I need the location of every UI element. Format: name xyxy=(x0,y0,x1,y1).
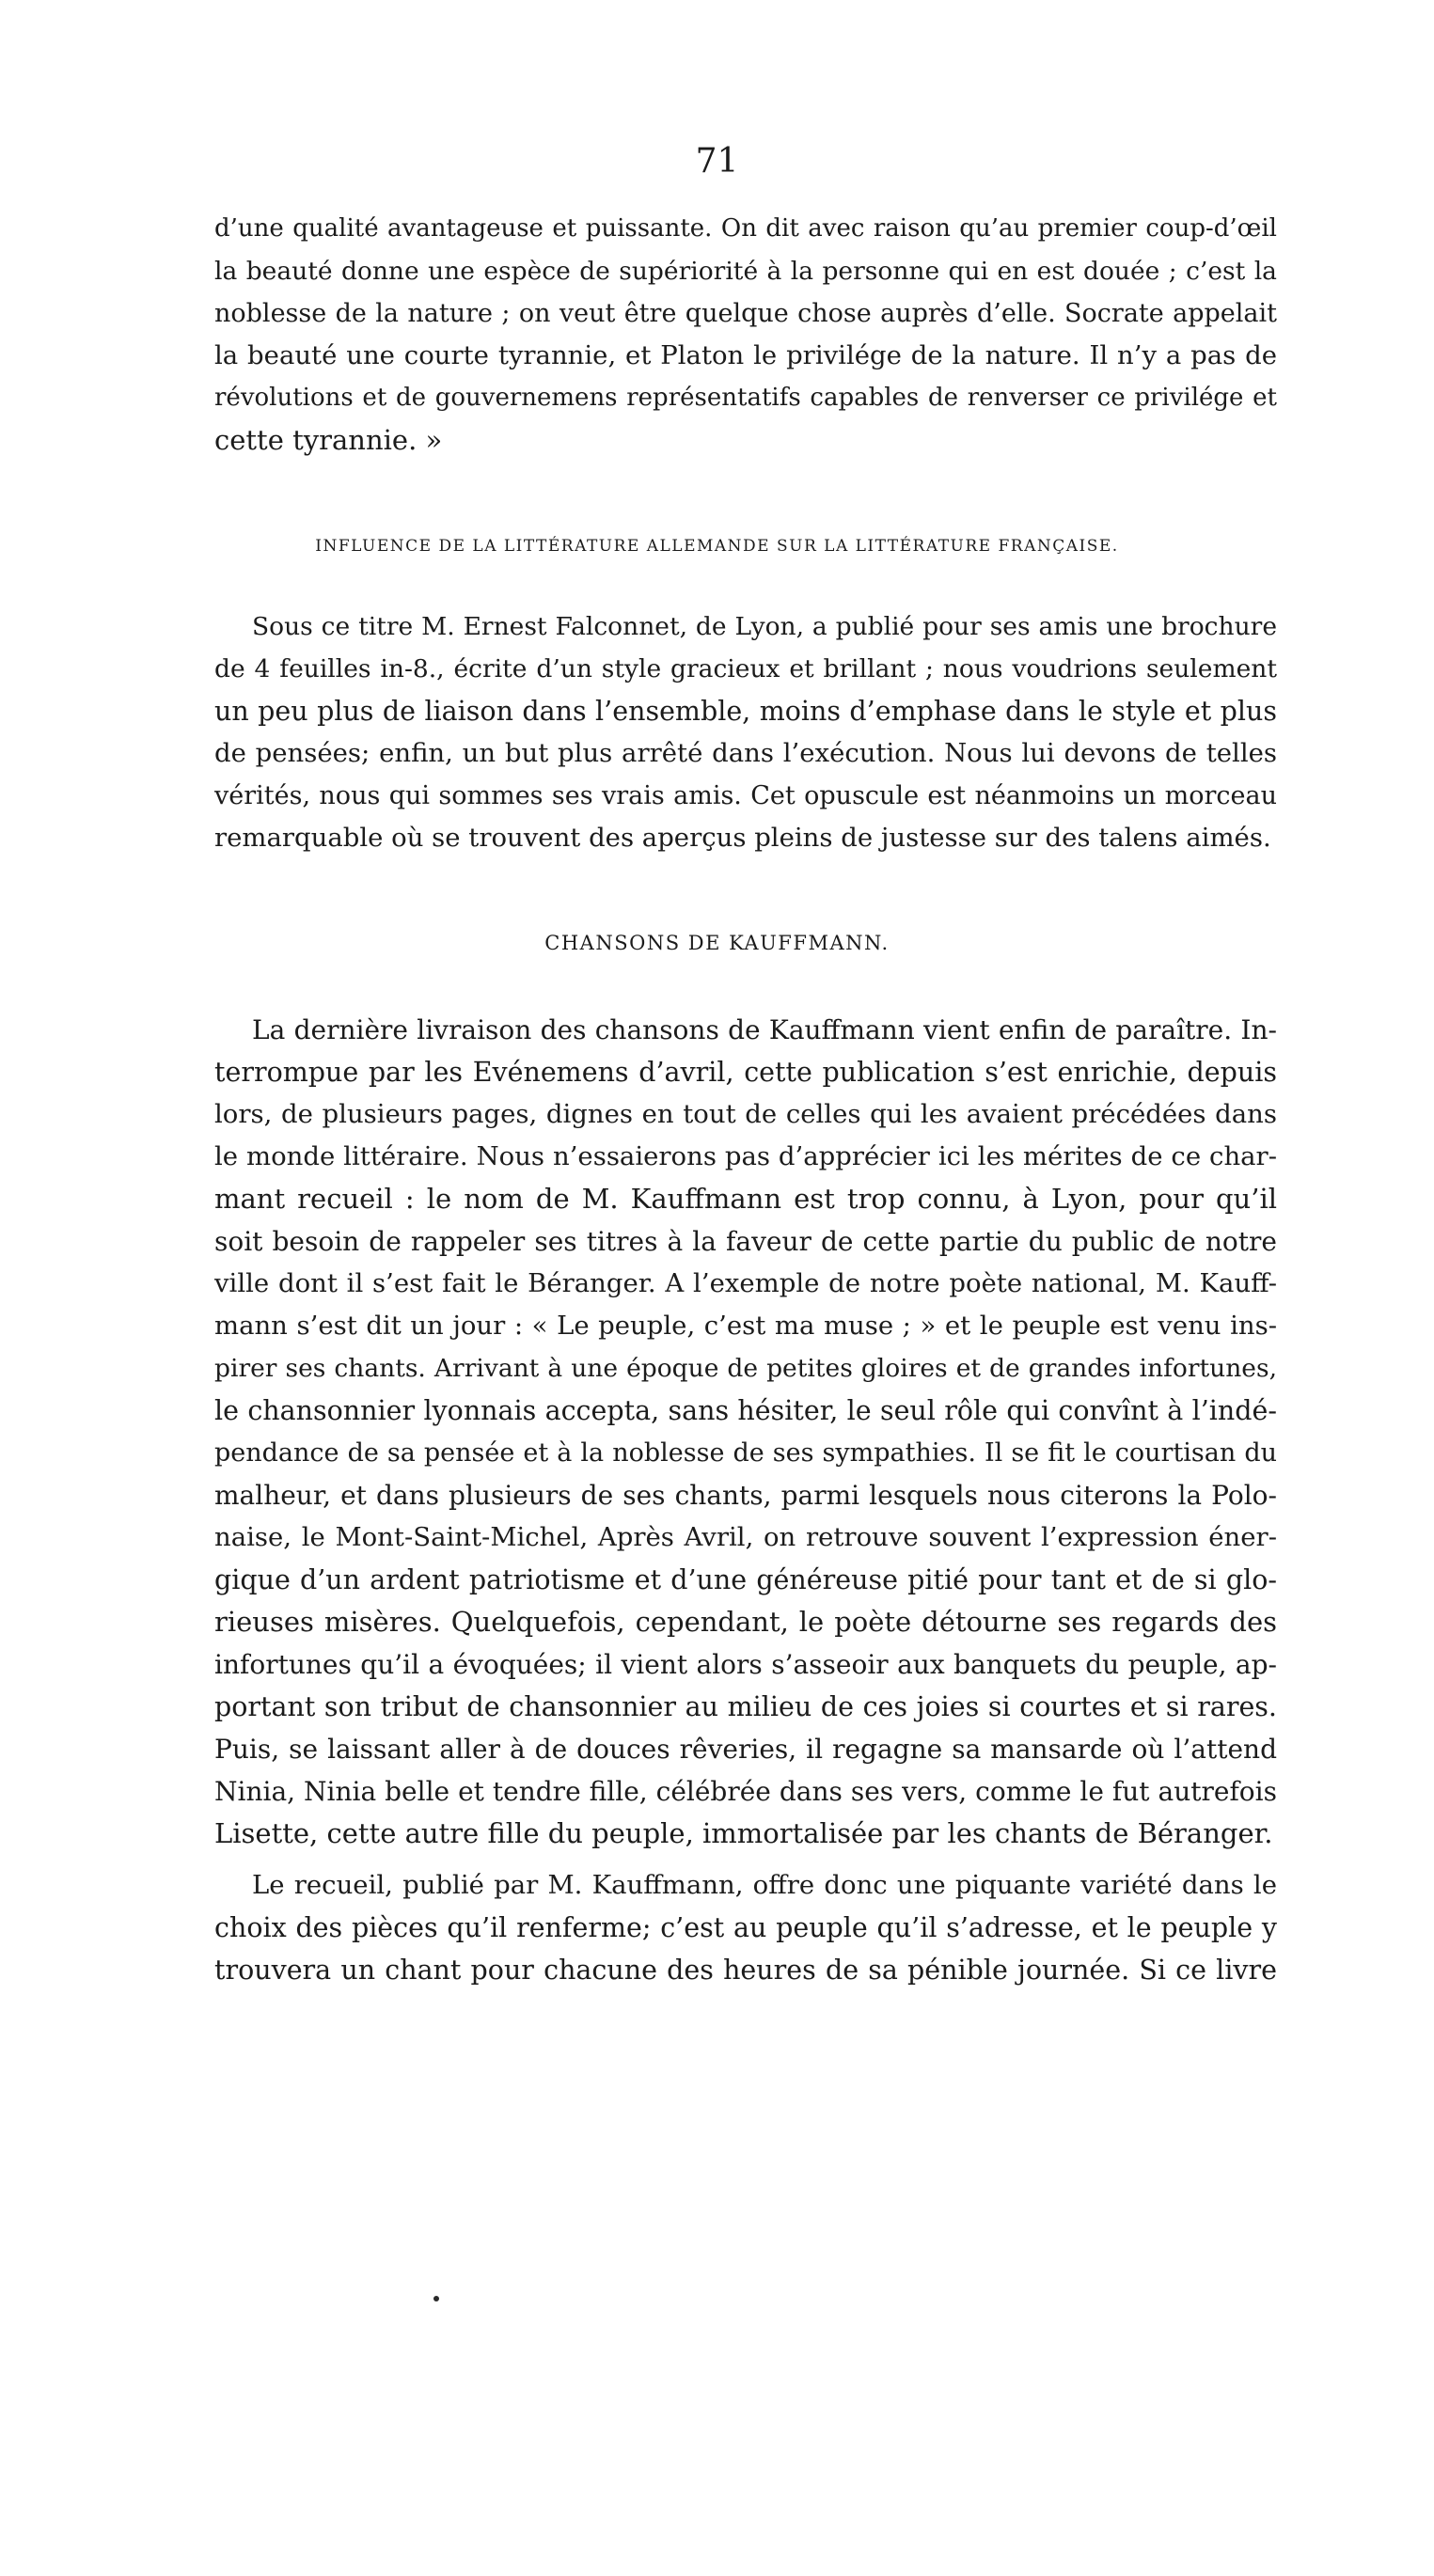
text-line: vérités, nous qui sommes ses vrais amis. Cet opuscule est néanmoins un morceau xyxy=(214,781,1277,810)
text-line: d’une qualité avantageuse et puissante. On dit avec raison qu’au premier coup-d’œil xyxy=(214,214,1277,243)
text-line: trouvera un chant pour chacune des heures de sa pénible journée. Si ce livre xyxy=(214,1955,1277,1986)
chansons-paragraph-1 xyxy=(214,1009,1277,1855)
text-line: portant son tribut de chansonnier au milieu de ces joies si courtes et si rares. xyxy=(214,1691,1277,1722)
text-line: de pensées; enfin, un but plus arrêté dans l’exécution. Nous lui devons de telles xyxy=(214,738,1277,768)
section-heading-chansons: CHANSONS DE KAUFFMANN. xyxy=(544,932,890,954)
text-line: cette tyrannie. » xyxy=(214,424,443,456)
text-line: la beauté une courte tyrannie, et Platon le privilége de la nature. Il n’y a pas de xyxy=(214,340,1277,370)
text-line: le monde littéraire. Nous n’essaierons pas d’apprécier ici les mérites de ce char- xyxy=(214,1141,1277,1171)
text-line: noblesse de la nature ; on veut être quelque chose auprès d’elle. Socrate appelait xyxy=(214,299,1277,328)
text-line: mann s’est dit un jour : « Le peuple, c’est ma muse ; » et le peuple est venu ins- xyxy=(214,1311,1277,1341)
ink-speck xyxy=(433,2296,439,2301)
text-line: malheur, et dans plusieurs de ses chants, parmi lesquels nous citerons la Polo- xyxy=(214,1480,1277,1511)
text-line: révolutions et de gouvernemens représentatifs capables de renverser ce privilége et xyxy=(214,384,1277,412)
text-line: Puis, se laissant aller à de douces rêveries, il regagne sa mansarde où l’attend xyxy=(214,1734,1277,1765)
text-line: Sous ce titre M. Ernest Falconnet, de Lyon, a publié pour ses amis une brochure xyxy=(252,612,1277,641)
text-line: la beauté donne une espèce de supériorité à la personne qui en est douée ; c’est la xyxy=(214,257,1277,286)
text-line: terrompue par les Evénemens d’avril, cette publication s’est enrichie, depuis xyxy=(214,1057,1277,1088)
text-line: un peu plus de liaison dans l’ensemble, moins d’emphase dans le style et plus xyxy=(214,696,1277,727)
text-line: choix des pièces qu’il renferme; c’est au peuple qu’il s’adresse, et le peuple y xyxy=(214,1912,1277,1943)
text-line: Lisette, cette autre fille du peuple, immortalisée par les chants de Béranger. xyxy=(214,1817,1273,1849)
text-line: Ninia, Ninia belle et tendre fille, célébrée dans ses vers, comme le fut autrefois xyxy=(214,1776,1277,1807)
text-line: remarquable où se trouvent des aperçus pleins de justesse sur des talens aimés. xyxy=(214,823,1271,853)
text-line: soit besoin de rappeler ses titres à la faveur de cette partie du public de notre xyxy=(214,1226,1277,1257)
text-line: rieuses misères. Quelquefois, cependant, le poète détourne ses regards des xyxy=(214,1606,1277,1638)
text-line: infortunes qu’il a évoquées; il vient alors s’asseoir aux banquets du peuple, ap- xyxy=(214,1649,1277,1680)
page-number: 71 xyxy=(695,142,739,181)
text-line: lors, de plusieurs pages, dignes en tout de celles qui les avaient précédées dans xyxy=(214,1099,1277,1129)
influence-paragraph xyxy=(214,605,1277,859)
text-line: mant recueil : le nom de M. Kauffmann est trop connu, à Lyon, pour qu’il xyxy=(214,1183,1277,1215)
text-line: naise, le Mont-Saint-Michel, Après Avril, on retrouve souvent l’expression éner- xyxy=(214,1522,1277,1552)
text-line: pirer ses chants. Arrivant à une époque de petites gloires et de grandes infortunes, xyxy=(214,1354,1277,1383)
text-line: de 4 feuilles in-8., écrite d’un style gracieux et brillant ; nous voudrions seulement xyxy=(214,654,1277,683)
chansons-paragraph-2 xyxy=(214,1864,1277,1991)
text-line: pendance de sa pensée et à la noblesse de ses sympathies. Il se fit le courtisan du xyxy=(214,1438,1277,1468)
text-line: gique d’un ardent patriotisme et d’une généreuse pitié pour tant et de si glo- xyxy=(214,1564,1277,1595)
section-heading-influence: INFLUENCE DE LA LITTÉRATURE ALLEMANDE SUR LA LITTÉRATURE FRANÇAISE. xyxy=(315,537,1119,556)
quotation-paragraph xyxy=(214,208,1277,462)
text-line: Le recueil, publié par M. Kauffmann, offre donc une piquante variété dans le xyxy=(252,1870,1277,1900)
text-line: le chansonnier lyonnais accepta, sans hésiter, le seul rôle qui convînt à l’indé- xyxy=(214,1395,1277,1426)
text-line: ville dont il s’est fait le Béranger. A l’exemple de notre poète national, M. Kauff- xyxy=(214,1268,1277,1298)
text-line: La dernière livraison des chansons de Kauffmann vient enfin de paraître. In- xyxy=(252,1014,1277,1045)
